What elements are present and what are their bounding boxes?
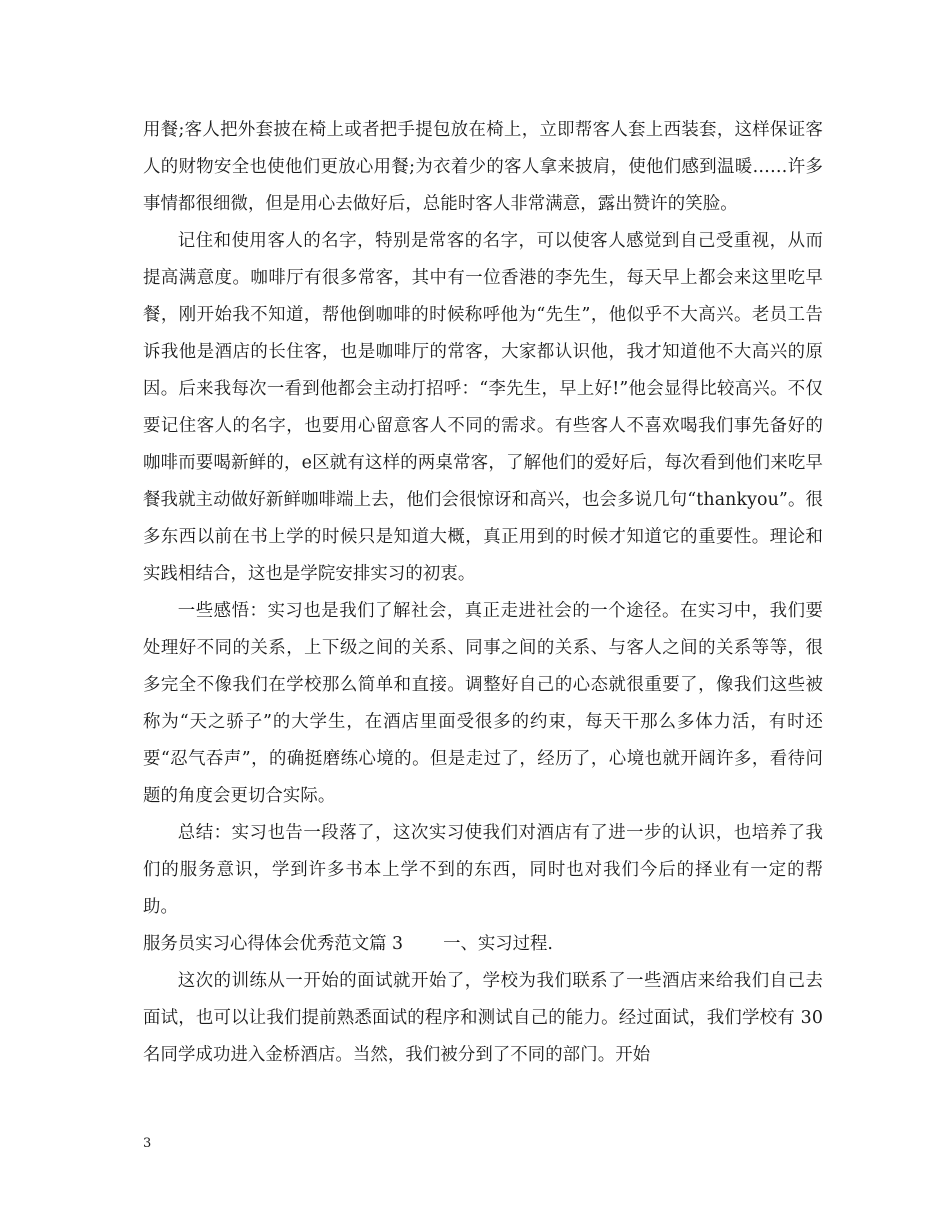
section-subtitle: 一、实习过程. [443,934,553,954]
paragraph-4: 总结：实习也告一段落了，这次实习使我们对酒店有了进一步的认识，也培养了我们的服务意识，学到许多书本上学不到的东西，同时也对我们今后的择业有一定的帮助。 [143,823,823,917]
document-body [143,112,823,1074]
section-title: 服务员实习心得体会优秀范文篇 3 [143,934,404,954]
section-heading [143,926,823,963]
paragraph-1: 用餐;客人把外套披在椅上或者把手提包放在椅上，立即帮客人套上西装套，这样保证客人的财物安全也使他们更放心用餐;为衣着少的客人拿来披肩，使他们感到温暖……许多事情都很细微，但是用心去做好后，总能时客人非常满意，露出赞许的笑脸。 [143,120,823,214]
paragraph-2: 记住和使用客人的名字，特别是常客的名字，可以使客人感觉到自己受重视，从而提高满意度。咖啡厅有很多常客，其中有一位香港的李先生，每天早上都会来这里吃早餐，刚开始我不知道，帮他倒咖啡的时候称呼他为“先生”，他似乎不大高兴。老员工告诉我他是酒店的长住客，也是咖啡厅的常客，大家都认识他，我才知道他不大高兴的原因。后来我每次一看到他都会主动打招呼：“李先生，早上好!”他会显得比较高兴。不仅要记住客人的名字，也要用心留意客人不同的需求。有些客人不喜欢喝我们事先备好的咖啡而要喝新鲜的，e区就有这样的两桌常客，了解他们的爱好后，每次看到他们来吃早餐我就主动做好新鲜咖啡端上去，他们会很惊讶和高兴，也会多说几句“thankyou”。很多东西以前在书上学的时候只是知道大概，真正用到的时候才知道它的重要性。理论和实践相结合，这也是学院安排实习的初衷。 [143,231,823,584]
paragraph-3: 一些感悟：实习也是我们了解社会，真正走进社会的一个途径。在实习中，我们要处理好不同的关系，上下级之间的关系、同事之间的关系、与客人之间的关系等等，很多完全不像我们在学校那么简单和直接。调整好自己的心态就很重要了，像我们这些被称为“天之骄子”的大学生，在酒店里面受很多的约束，每天干那么多体力活，有时还要“忍气吞声”，的确挺磨练心境的。但是走过了，经历了，心境也就开阔许多，看待问题的角度会更切合实际。 [143,601,823,806]
page-number: 3 [143,1136,152,1151]
paragraph-5: 这次的训练从一开始的面试就开始了，学校为我们联系了一些酒店来给我们自己去面试，也可以让我们提前熟悉面试的程序和测试自己的能力。经过面试，我们学校有 30 名同学成功进入金桥酒店。当然，我们被分到了不同的部门。开始 [143,971,823,1065]
